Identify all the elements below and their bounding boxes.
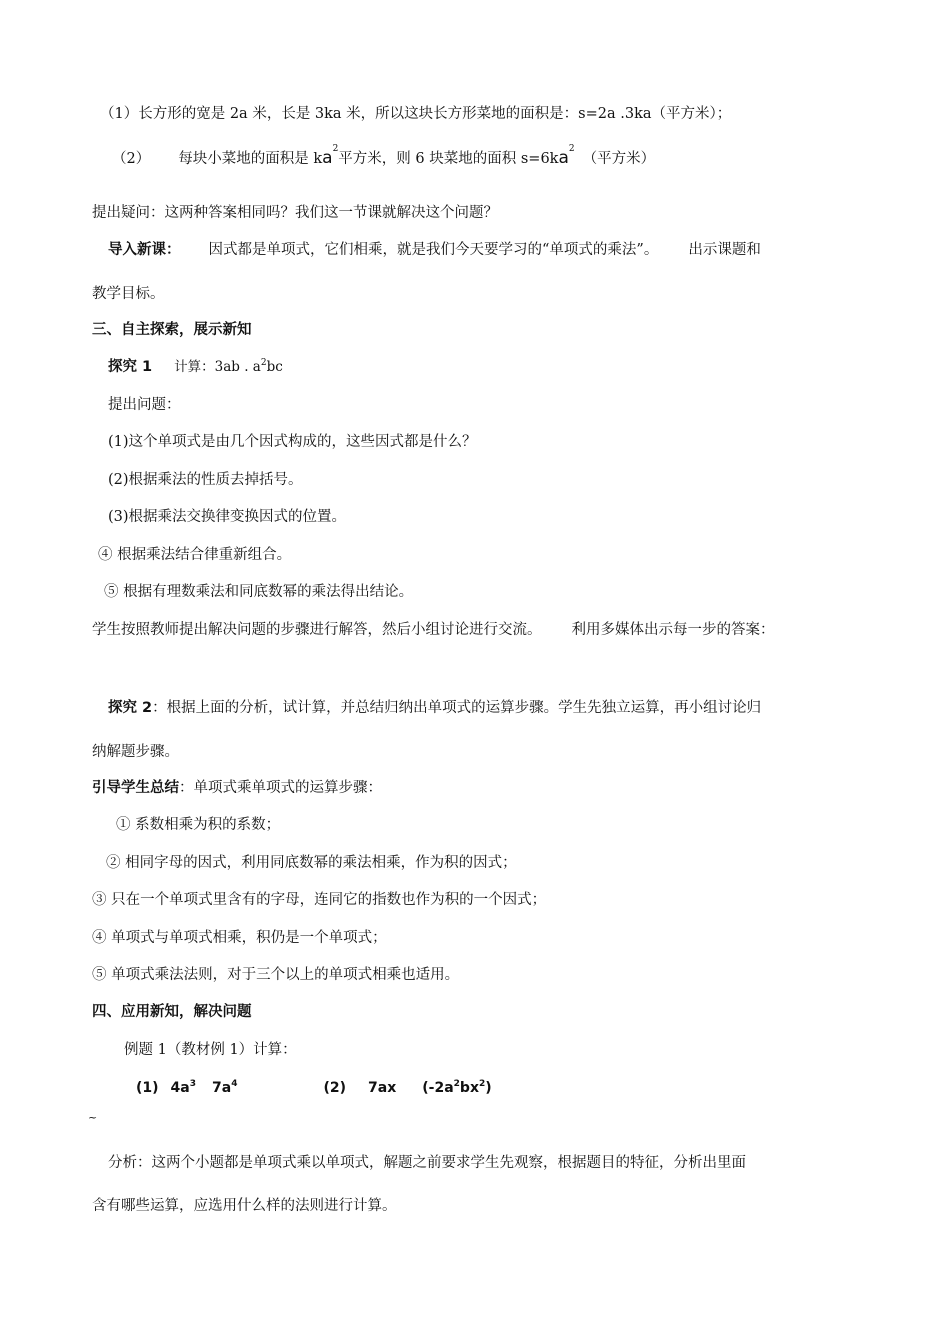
math-exponent: 3 [189,1079,197,1089]
explore-2-continued: 纳解题步骤。 [92,744,179,760]
summary-label: 引导学生总结 [92,780,179,796]
problem-2-factor-b-end: ) [485,1080,492,1096]
problem-1-factor-a: 4a [170,1080,190,1096]
text-segment: 平方米，则 6 块菜地的面积 s=6k [338,151,559,167]
text-segment: 每块小菜地的面积是 k [178,151,323,167]
text-segment: （平方米） [582,151,656,167]
explore-2-label: 探究 2 [108,700,153,716]
question-2: (2)根据乘法的性质去掉括号。 [108,472,303,488]
item-number: （2） [112,151,151,167]
summary [92,778,382,798]
math-exponent: 2 [568,144,575,154]
intro-label: 导入新课： [108,242,181,258]
question-3: (3)根据乘法交换律变换因式的位置。 [108,509,347,525]
math-exponent: 4 [231,1079,238,1089]
example-title: 例题 1（教材例 1）计算： [124,1042,297,1058]
math-exponent: 2 [453,1079,460,1089]
math-exponent: 2 [478,1079,486,1089]
paragraph-students [92,620,775,640]
problem-2-factor-b-mid: bx [459,1080,479,1096]
math-base: a [558,148,569,168]
problem-1-factor-b: 7a [212,1080,232,1096]
explore-2-text: ：根据上面的分析，试计算，并总结归纳出单项式的运算步骤。学生先独立运算，再小组讨论归 [152,700,762,716]
explore-1-label: 探究 1 [108,359,153,375]
analysis-line-2: 含有哪些运算，应选用什么样的法则进行计算。 [92,1198,397,1214]
step-1: ① 系数相乘为积的系数； [116,817,281,833]
question-1: (1)这个单项式是由几个因式构成的，这些因式都是什么？ [108,434,477,450]
question-5: ⑤ 根据有理数乘法和同底数幂的乘法得出结论。 [104,584,414,600]
step-5: ⑤ 单项式乘法法则，对于三个以上的单项式相乘也适用。 [92,967,460,983]
problem-2-number: (2) [323,1080,347,1096]
math-exponent: 2 [332,144,339,154]
intro-text: 因式都是单项式，它们相乘，就是我们今天要学习的“单项式的乘法”。 [208,242,659,258]
section-heading-3: 三、自主探索，展示新知 [92,322,252,338]
question-4: ④ 根据乘法结合律重新组合。 [98,547,292,563]
problem-2-factor-a: 7ax [368,1080,397,1096]
step-2: ② 相同字母的因式，利用同底数幂的乘法相乘，作为积的因式； [106,855,517,871]
summary-text: ：单项式乘单项式的运算步骤： [179,780,382,796]
explore-1-tail: bc [266,359,283,375]
step-4: ④ 单项式与单项式相乘，积仍是一个单项式； [92,930,387,946]
example-problems [136,1078,492,1100]
analysis-line-1: 分析：这两个小题都是单项式乘以单项式，解题之前要求学生先观察，根据题目的特征，分析出里面 [108,1155,746,1171]
paragraph-question: 提出疑问：这两种答案相同吗？我们这一节课就解决这个问题？ [92,205,498,221]
problem-1-number: (1) [136,1080,159,1096]
intro-text-end: 出示课题和 [688,242,761,258]
stray-mark: ~ [88,1111,98,1124]
students-text-end: 利用多媒体出示每一步的答案： [571,622,775,638]
students-text: 学生按照教师提出解决问题的步骤进行解答，然后小组讨论进行交流。 [92,622,542,638]
paragraph-rectangle-area: （1）长方形的宽是 2a 米，长是 3ka 米，所以这块长方形菜地的面积是：s=2a .3ka（平方米）； [100,106,732,122]
paragraph-intro [108,240,761,260]
math-exponent: 2 [260,358,267,368]
paragraph-intro-continued: 教学目标。 [92,286,165,302]
math-base: a [322,148,333,168]
explore-1-text: 计算：3ab . a [174,359,261,375]
ask-label: 提出问题： [108,397,181,413]
paragraph-small-plot-area [112,144,656,171]
section-heading-4: 四、应用新知，解决问题 [92,1004,252,1020]
problem-2-factor-b: (-2a [422,1080,454,1096]
explore-1 [108,357,283,379]
step-3: ③ 只在一个单项式里含有的字母，连同它的指数也作为积的一个因式； [92,892,547,908]
explore-2 [108,698,761,718]
